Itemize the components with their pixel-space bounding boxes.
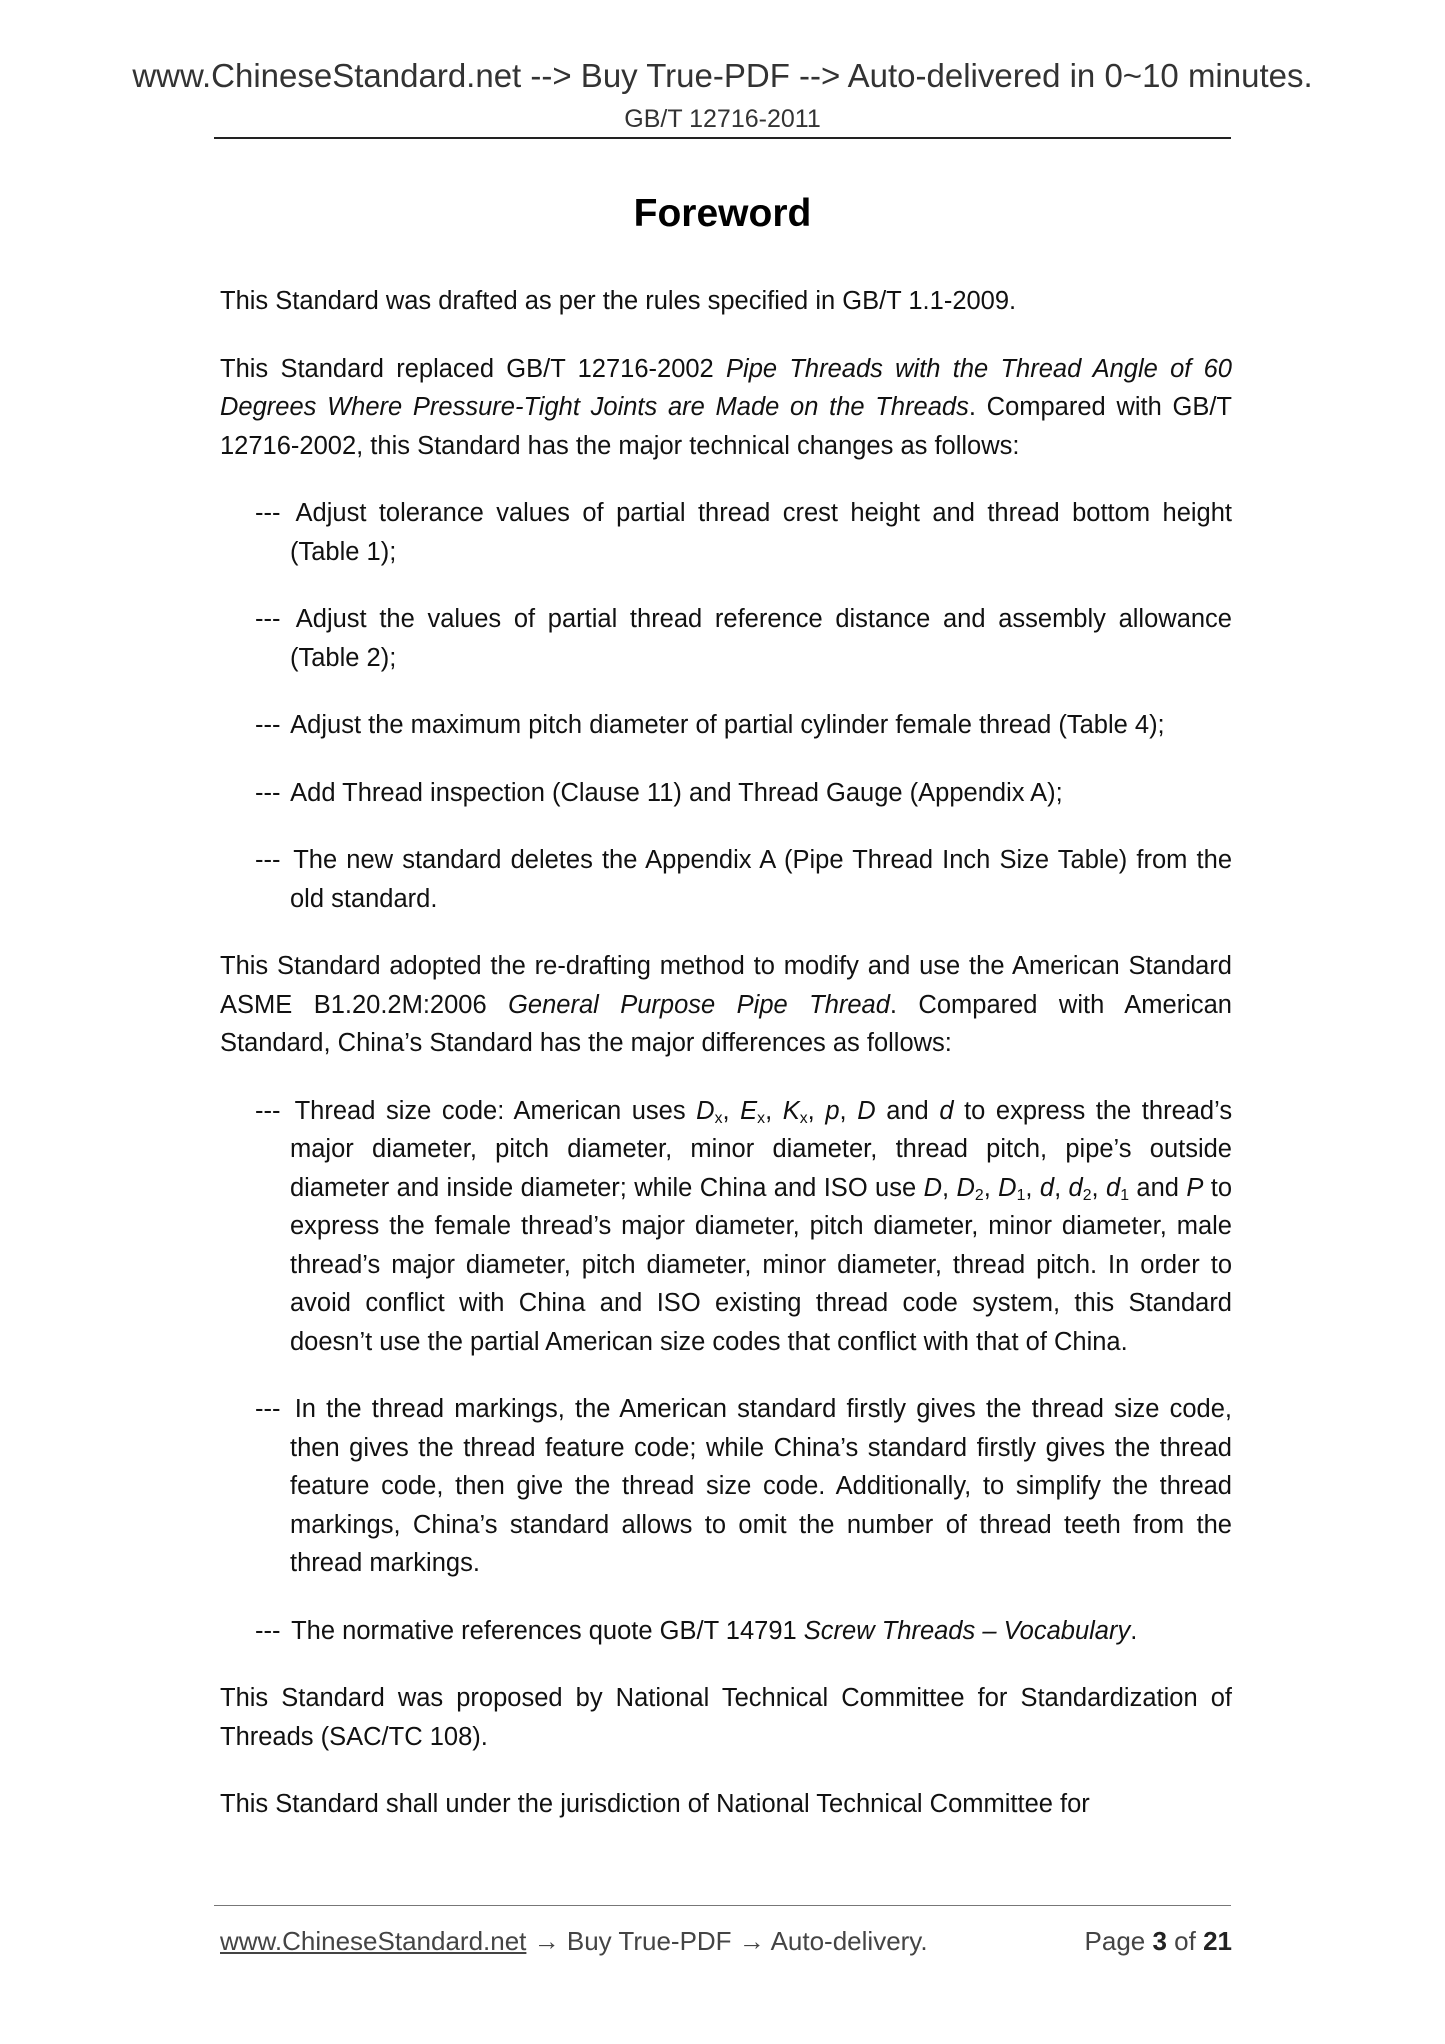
paragraph-drafting-rules: This Standard was drafted as per the rules specified in GB/T 1.1-2009. [220, 287, 1017, 315]
change-item: --- Adjust tolerance values of partial thread crest height and thread bottom height (Table 1); [255, 499, 1232, 566]
header-banner: www.ChineseStandard.net --> Buy True-PDF --> Auto-delivered in 0~10 minutes. [132, 57, 1313, 94]
foreword-body [220, 282, 1232, 1853]
paragraph-adoption: This Standard adopted the re-drafting method to modify and use the American Standard ASME B1.20.2M:2006 General Purpose Pipe Thread. Compared with American Standard, China’s Standard has the major differences as follows: [220, 952, 1232, 1057]
change-item: --- Adjust the maximum pitch diameter of partial cylinder female thread (Table 4); [255, 711, 1165, 739]
change-item: --- Add Thread inspection (Clause 11) and Thread Gauge (Appendix A); [255, 778, 1063, 807]
change-item: --- The new standard deletes the Appendix A (Pipe Thread Inch Size Table) from the old standard. [255, 846, 1233, 913]
difference-item: --- The normative references quote GB/T 14791 Screw Threads – Vocabulary. [255, 1616, 1138, 1645]
standard-number: GB/T 12716-2011 [624, 105, 821, 133]
change-item: --- Adjust the values of partial thread reference distance and assembly allowance (Table 2); [255, 605, 1232, 672]
header-divider [214, 137, 1231, 139]
paragraph-proposed-by: This Standard was proposed by National Technical Committee for Standardization of Threads (SAC/TC 108). [220, 1684, 1232, 1751]
paragraph-replacement: This Standard replaced GB/T 12716-2002 Pipe Threads with the Thread Angle of 60 Degrees Where Pressure-Tight Joints are Made on the Threads. Compared with GB/T 12716-2002, this Standard has the major technical changes as follows: [220, 354, 1233, 460]
footer-divider [214, 1905, 1231, 1906]
footer-tagline: → Buy True-PDF → Auto-delivery. [526, 1926, 928, 1956]
page-number: Page 3 of 21 [1084, 1926, 1232, 1956]
vocabulary-standard-title: Screw Threads – Vocabulary [803, 1616, 1131, 1645]
footer-site-link[interactable]: www.ChineseStandard.net [220, 1926, 527, 1956]
paragraph-jurisdiction: This Standard shall under the jurisdiction of National Technical Committee for [220, 1790, 1090, 1818]
american-standard-title: General Purpose Pipe Thread [508, 990, 890, 1019]
replaced-standard-title: Pipe Threads with the Thread Angle of 60 Degrees Where Pressure-Tight Joints are Made on the Threads [220, 354, 1232, 421]
page-title: Foreword [633, 192, 812, 235]
difference-item: --- Thread size code: American uses $D_x$, $E_x$, $K_x$, p, D and d to express the thread’s major diameter, pitch diameter, minor diameter, thread pitch, pipe’s outside diameter and inside diameter; while China and ISO use D, $D_2$, $D_1$, d, $d_2$, $d_1$ and P to express the female thread’s major diameter, pitch diameter, minor diameter, male thread’s major diameter, pitch diameter, minor diameter, thread pitch. In order to avoid conflict with China and ISO existing thread code system, this Standard doesn’t use the partial American size codes that conflict with that of China. [255, 1096, 1233, 1356]
page-footer [220, 1924, 1232, 1958]
difference-item: --- In the thread markings, the American standard firstly gives the thread size code, then gives the thread feature code; while China’s standard firstly gives the thread feature code, then give the thread size code. Additionally, to simplify the thread markings, China’s standard allows to omit the number of thread teeth from the thread markings. [255, 1395, 1233, 1577]
